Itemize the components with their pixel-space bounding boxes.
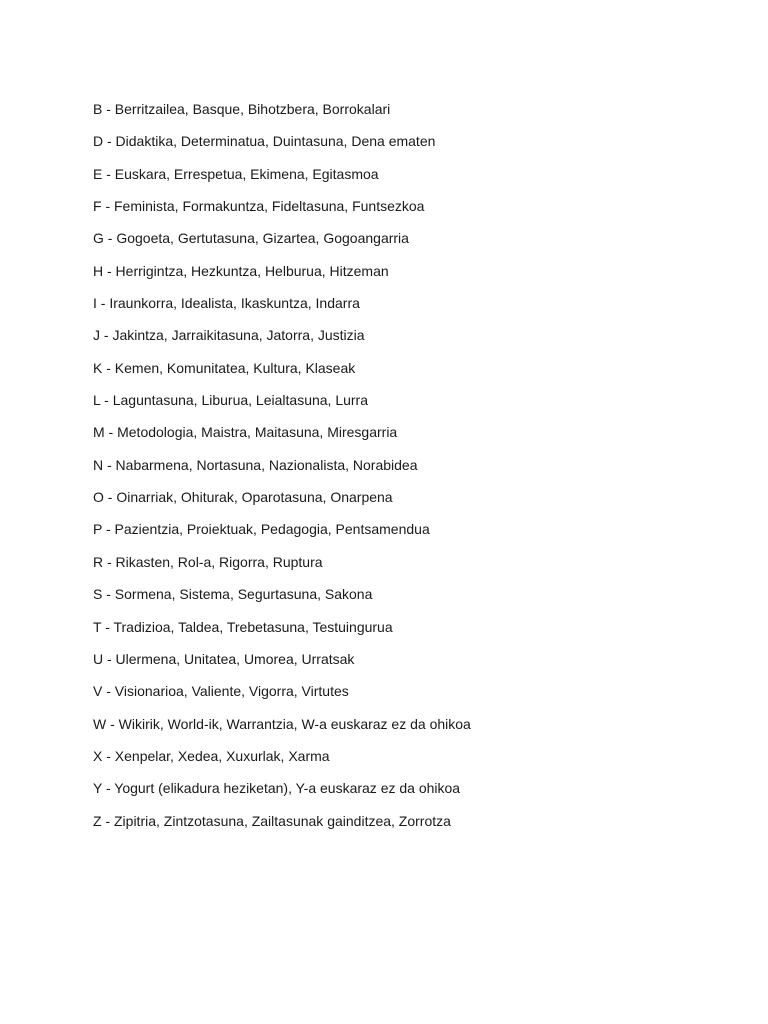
list-item-s: S - Sormena, Sistema, Segurtasuna, Sakona (93, 586, 373, 603)
list-item-e: E - Euskara, Errespetua, Ekimena, Egitasmoa (93, 165, 379, 182)
list-item-f: F - Feminista, Formakuntza, Fideltasuna, Funtsezkoa (93, 198, 425, 215)
list-item-b: B - Berritzailea, Basque, Bihotzbera, Borrokalari (93, 101, 391, 117)
list-item-u: U - Ulermena, Unitatea, Umorea, Urratsak (93, 650, 355, 667)
list-item-l: L - Laguntasuna, Liburua, Leialtasuna, Lurra (93, 392, 369, 409)
list-item-y: Y - Yogurt (elikadura heziketan), Y-a euskaraz ez da ohikoa (93, 780, 461, 797)
list-item-h: H - Herrigintza, Hezkuntza, Helburua, Hitzeman (93, 262, 389, 279)
list-item-g: G - Gogoeta, Gertutasuna, Gizartea, Gogoangarria (93, 230, 409, 247)
list-item-i: I - Iraunkorra, Idealista, Ikaskuntza, Indarra (93, 295, 360, 312)
list-item-w: W - Wikirik, World-ik, Warrantzia, W-a euskaraz ez da ohikoa (93, 715, 471, 732)
alphabet-word-list (93, 100, 471, 844)
list-item-d: D - Didaktika, Determinatua, Duintasuna, Dena ematen (93, 133, 436, 150)
list-item-o: O - Oinarriak, Ohiturak, Oparotasuna, Onarpena (93, 489, 393, 506)
list-item-j: J - Jakintza, Jarraikitasuna, Jatorra, Justizia (93, 327, 365, 344)
list-item-v: V - Visionarioa, Valiente, Vigorra, Virtutes (93, 683, 349, 700)
list-item-x: X - Xenpelar, Xedea, Xuxurlak, Xarma (93, 747, 330, 764)
list-item-k: K - Kemen, Komunitatea, Kultura, Klaseak (93, 359, 356, 376)
list-item-p: P - Pazientzia, Proiektuak, Pedagogia, Pentsamendua (93, 521, 430, 538)
list-item-m: M - Metodologia, Maistra, Maitasuna, Miresgarria (93, 424, 398, 441)
list-item-n: N - Nabarmena, Nortasuna, Nazionalista, Norabidea (93, 456, 418, 473)
list-item-t: T - Tradizioa, Taldea, Trebetasuna, Testuingurua (93, 618, 393, 635)
list-item-z: Z - Zipitria, Zintzotasuna, Zailtasunak gainditzea, Zorrotza (93, 812, 451, 829)
list-item-r: R - Rikasten, Rol-a, Rigorra, Ruptura (93, 553, 323, 570)
